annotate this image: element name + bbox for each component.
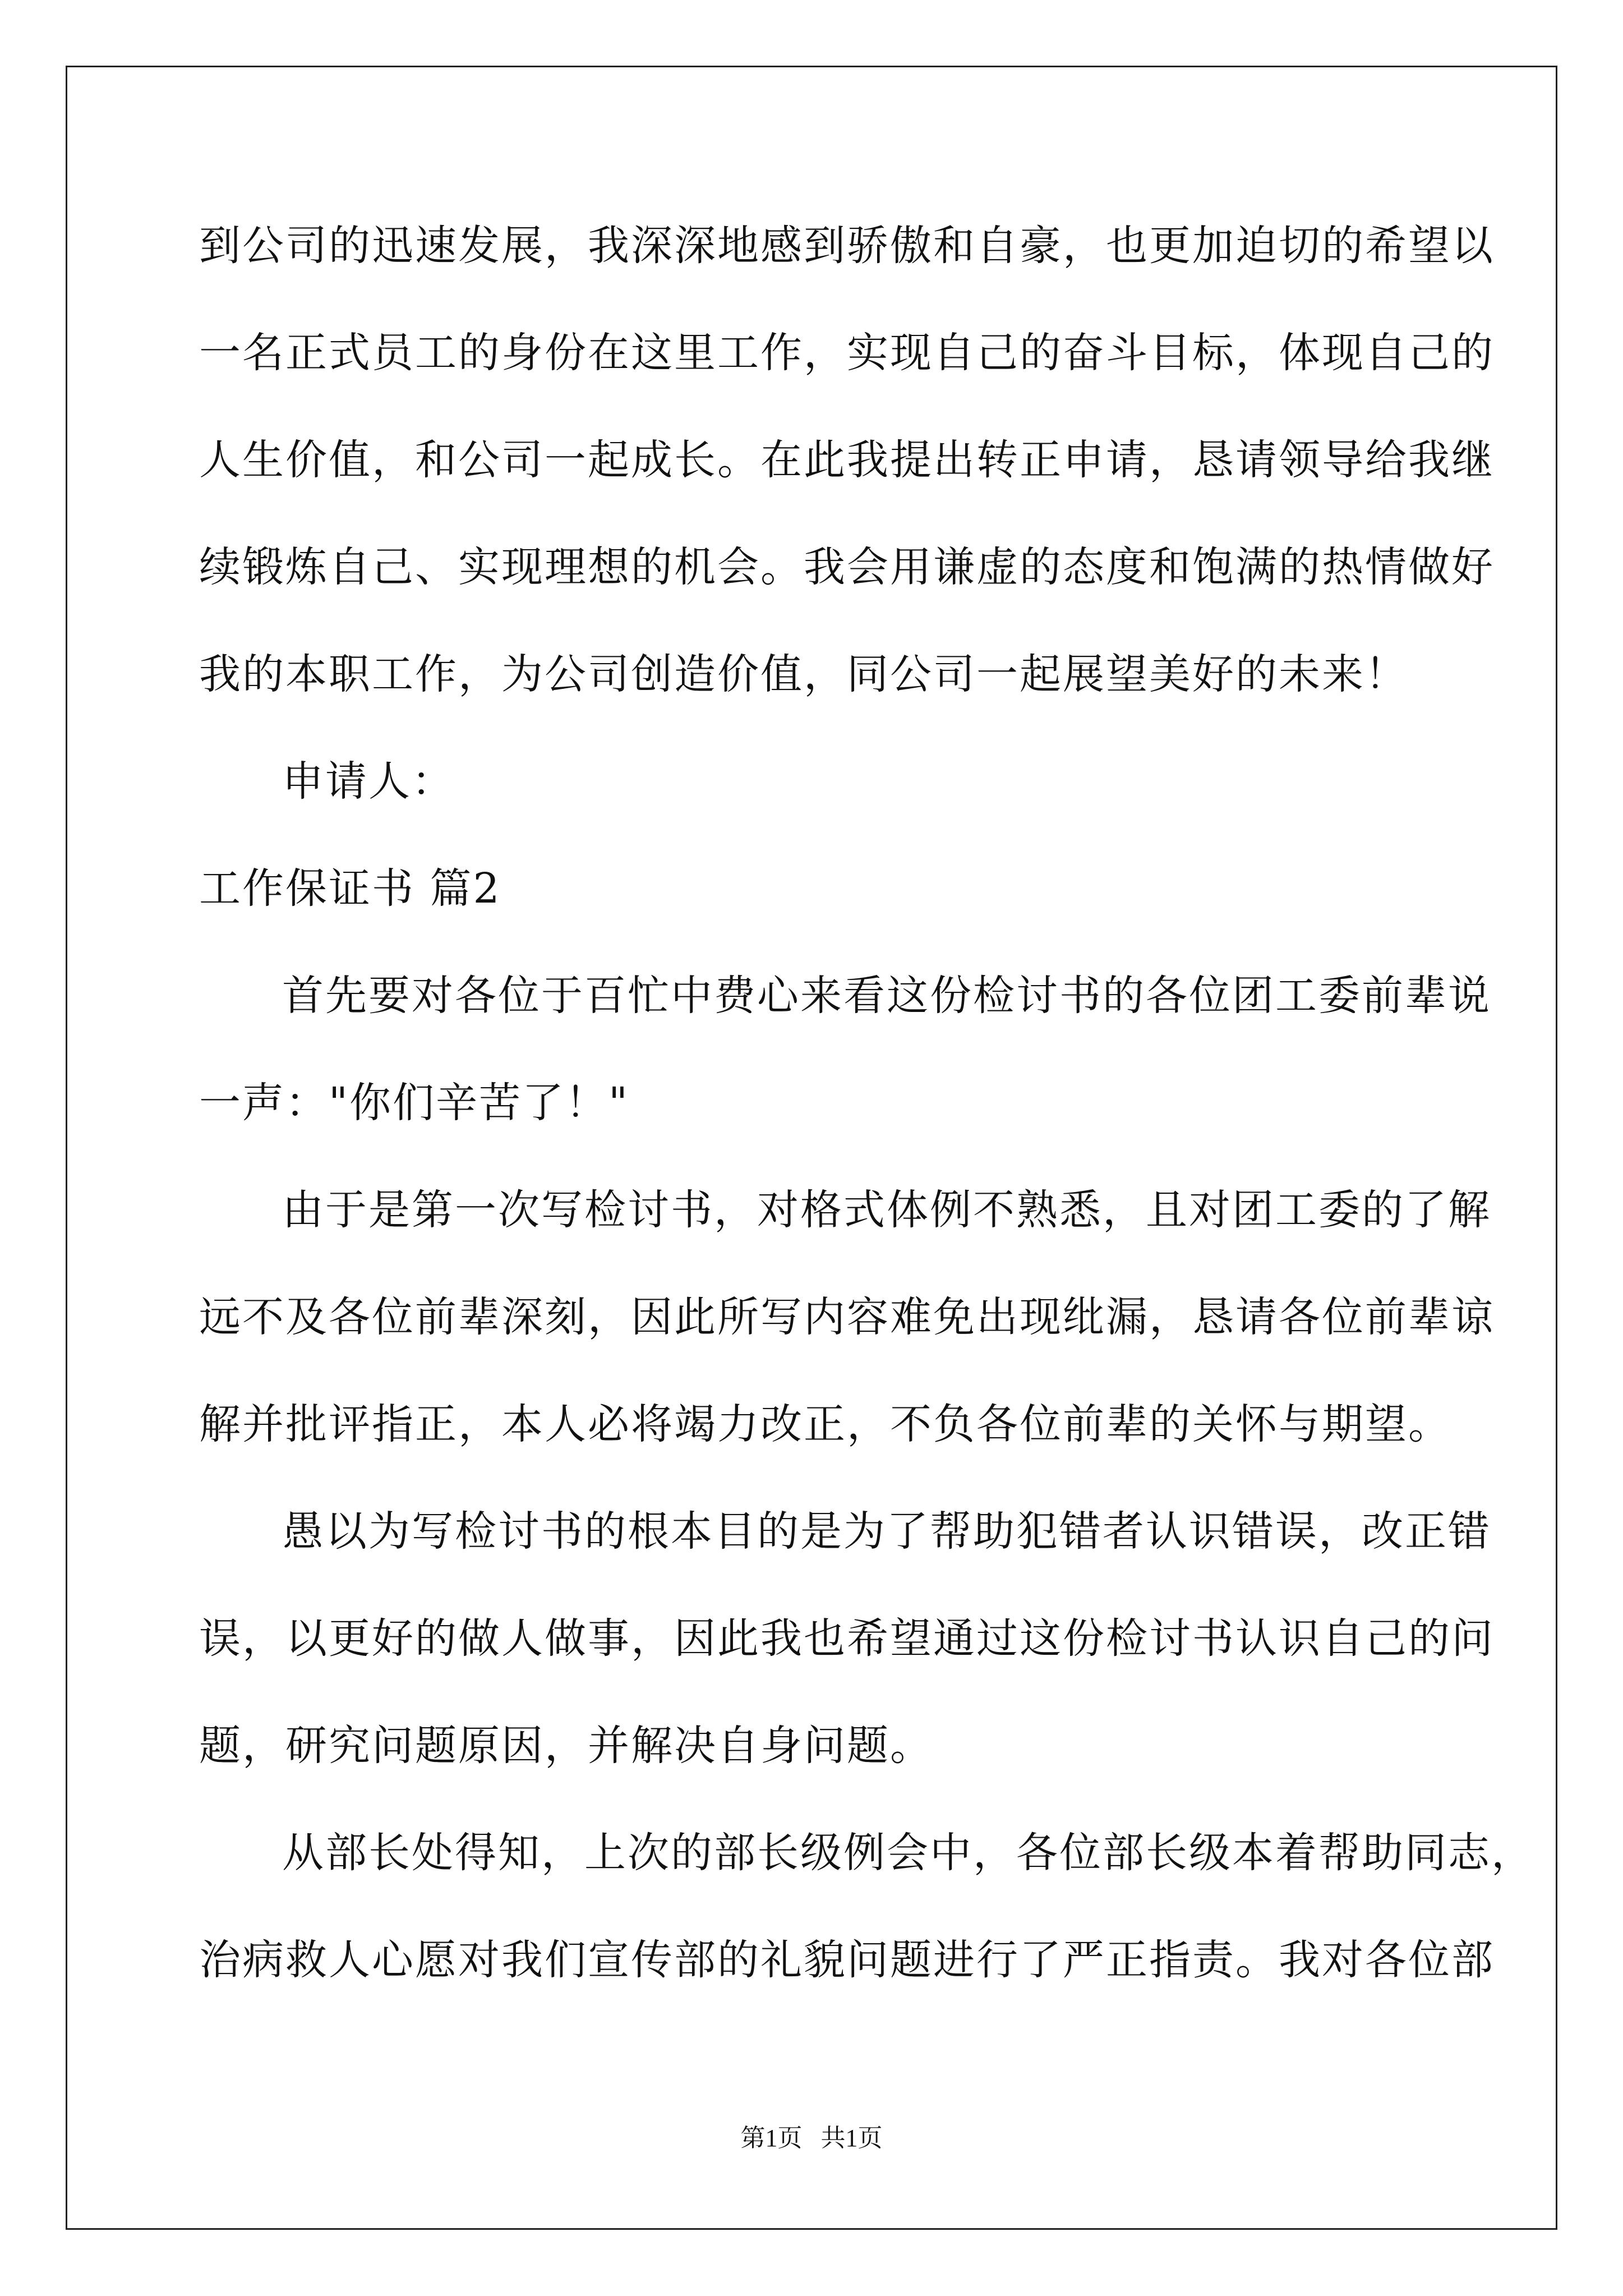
text-line: 题，研究问题原因，并解决自身问题。 <box>199 1722 933 1770</box>
text-line: 一声："你们辛苦了！" <box>199 1079 630 1127</box>
text-line: 从部长处得知，上次的部长级例会中，各位部长级本着帮助同志， <box>282 1829 1534 1877</box>
text-line: 一名正式员工的身份在这里工作，实现自己的奋斗目标，体现自己的 <box>199 329 1495 377</box>
page-number: 第1页 共1页 <box>740 2124 883 2152</box>
text-line: 由于是第一次写检讨书，对格式体例不熟悉，且对团工委的了解 <box>282 1186 1491 1234</box>
page-border <box>66 66 1557 2230</box>
text-line: 首先要对各位于百忙中费心来看这份检讨书的各位团工委前辈说 <box>282 972 1491 1020</box>
text-line: 远不及各位前辈深刻，因此所写内容难免出现纰漏，恳请各位前辈谅 <box>199 1293 1495 1341</box>
section-heading: 工作保证书 篇2 <box>199 864 501 913</box>
text-line: 续锻炼自己、实现理想的机会。我会用谦虚的态度和饱满的热情做好 <box>199 543 1495 591</box>
text-line: 人生价值，和公司一起成长。在此我提出转正申请，恳请领导给我继 <box>199 436 1495 484</box>
text-line: 误，以更好的做人做事，因此我也希望通过这份检讨书认识自己的问 <box>199 1614 1495 1663</box>
text-line: 我的本职工作，为公司创造价值，同公司一起展望美好的未来！ <box>199 650 1408 698</box>
text-line: 到公司的迅速发展，我深深地感到骄傲和自豪，也更加迫切的希望以 <box>199 222 1495 270</box>
text-line: 解并批评指正，本人必将竭力改正，不负各位前辈的关怀与期望。 <box>199 1400 1451 1448</box>
text-line: 愚以为写检讨书的根本目的是为了帮助犯错者认识错误，改正错 <box>282 1507 1491 1556</box>
text-line: 治病救人心愿对我们宣传部的礼貌问题进行了严正指责。我对各位部 <box>199 1936 1495 1984</box>
signature-label: 申请人： <box>282 757 455 806</box>
